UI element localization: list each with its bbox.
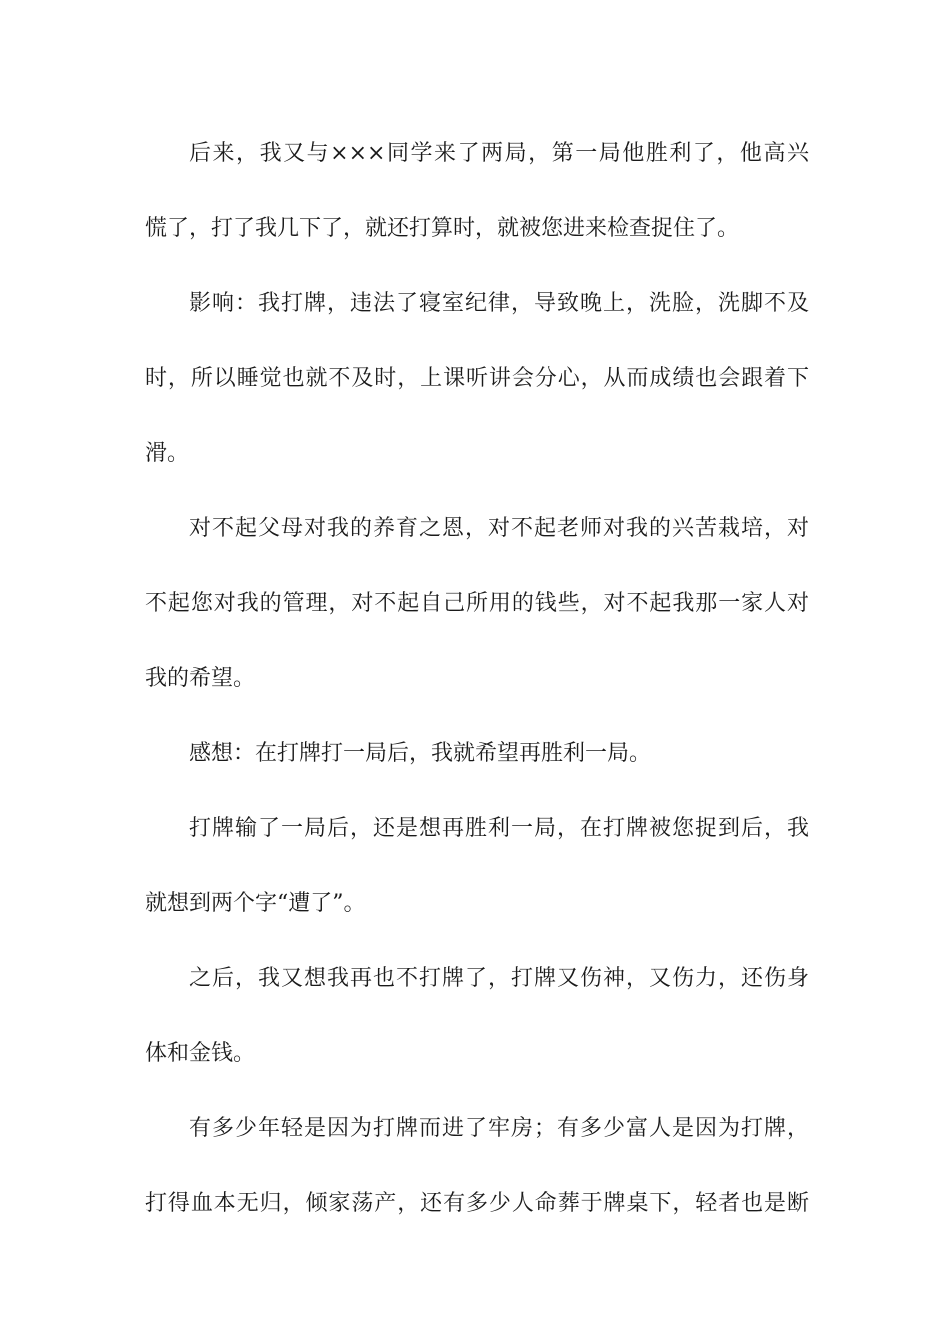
paragraph-line: 感想：在打牌打一局后，我就希望再胜利一局。	[189, 741, 652, 766]
paragraph-line: 我的希望。	[145, 666, 256, 691]
paragraph-line: 就想到两个字“遭了”。	[145, 891, 366, 916]
body-text	[145, 132, 809, 1257]
paragraph-line: 影响：我打牌，违法了寝室纪律，导致晚上，洗脸，洗脚不及	[189, 291, 809, 316]
paragraph-line: 对不起父母对我的养育之恩，对不起老师对我的兴苦栽培，对	[189, 516, 809, 541]
paragraph-line: 慌了，打了我几下了，就还打算时，就被您进来检查捉住了。	[145, 216, 740, 241]
paragraph-line: 打牌输了一局后，还是想再胜利一局，在打牌被您捉到后，我	[189, 816, 809, 841]
paragraph-line: 后来，我又与×××同学来了两局，第一局他胜利了，他高兴	[189, 141, 809, 166]
paragraph-line: 之后，我又想我再也不打牌了，打牌又伤神，又伤力，还伤身	[189, 966, 809, 991]
paragraph-line: 时，所以睡觉也就不及时，上课听讲会分心，从而成绩也会跟着下	[145, 366, 809, 391]
paragraph-line: 滑。	[145, 441, 190, 466]
paragraph-line: 体和金钱。	[145, 1041, 256, 1066]
paragraph-line: 有多少年轻是因为打牌而进了牢房；有多少富人是因为打牌，	[189, 1116, 809, 1141]
paragraph-line: 不起您对我的管理，对不起自己所用的钱些，对不起我那一家人对	[145, 591, 809, 616]
paragraph-line: 打得血本无归，倾家荡产，还有多少人命葬于牌桌下，轻者也是断	[145, 1191, 809, 1216]
